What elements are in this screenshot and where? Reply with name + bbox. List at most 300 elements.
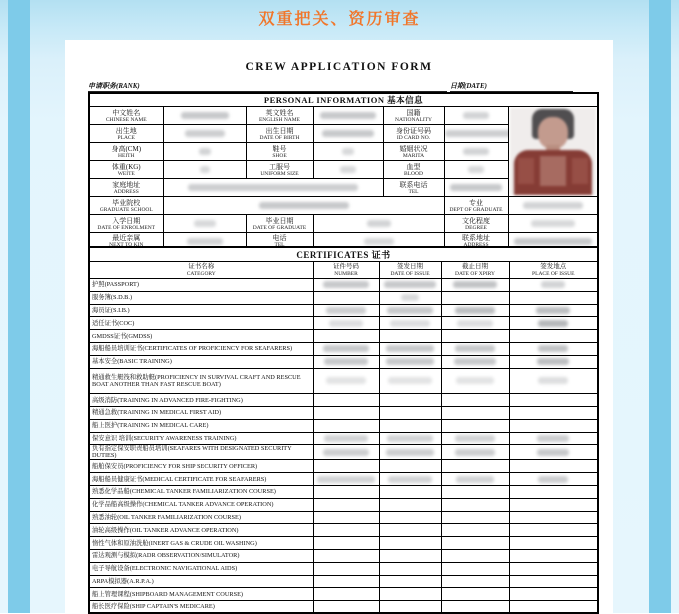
certificate-row — [89, 511, 598, 524]
certificate-value-cell — [441, 330, 509, 343]
certificate-row — [89, 419, 598, 432]
certificate-value-cell — [379, 445, 441, 460]
certificate-value-cell — [509, 330, 598, 343]
field-label-zh: 身高(CM) — [111, 144, 142, 153]
certificate-value-cell — [509, 419, 598, 432]
certificate-value-cell — [379, 549, 441, 562]
rank-field-underline — [88, 81, 447, 92]
field-label-en: UNIFORM SIZE — [260, 170, 299, 177]
certificate-value-cell — [441, 460, 509, 473]
field-label-zh: 出生地 — [115, 126, 137, 135]
field-label-en: ID CARD NO. — [396, 134, 431, 141]
certificate-value-cell — [313, 524, 379, 537]
certificate-value-cell — [441, 473, 509, 486]
certificate-row — [89, 342, 598, 355]
redacted-text — [537, 358, 569, 365]
column-header-zh: 截止日期 — [462, 262, 488, 270]
certificate-name: 熟悉化学品船(CHEMICAL TANKER FAMILIARIZATION COURSE) — [89, 485, 313, 498]
redacted-text — [326, 377, 366, 384]
certificate-value-cell — [509, 588, 598, 601]
certificate-value-cell — [509, 432, 598, 445]
redacted-text — [367, 220, 391, 227]
field-label — [89, 197, 163, 215]
field-label-zh: 英文姓名 — [265, 108, 294, 117]
certificate-name: 负有指定保安职责船员培训(SEAFARES WITH DESIGNATED SECURITY DUTIES) — [89, 445, 313, 460]
personal-info-row — [89, 215, 598, 233]
certificate-name: 海员证(S.I.B.) — [89, 304, 313, 317]
certificate-value-cell — [509, 279, 598, 292]
field-value-redacted — [163, 143, 246, 161]
certificate-value-cell — [441, 588, 509, 601]
certificate-value-cell — [509, 575, 598, 588]
field-value-redacted — [444, 179, 508, 197]
certificate-value-cell — [379, 368, 441, 394]
certificate-value-cell — [379, 498, 441, 511]
certificate-row — [89, 460, 598, 473]
certificate-row — [89, 601, 598, 614]
field-label — [246, 143, 313, 161]
redacted-text — [187, 238, 223, 245]
field-label — [444, 215, 508, 233]
certificate-value-cell — [313, 445, 379, 460]
certificate-row — [89, 588, 598, 601]
certificate-value-cell — [509, 549, 598, 562]
redacted-text — [342, 148, 354, 155]
certificate-value-cell — [441, 445, 509, 460]
field-label-en: MARITA — [402, 152, 425, 159]
redacted-text — [455, 449, 495, 456]
column-header-zh: 证书名称 — [188, 262, 215, 270]
certificate-value-cell — [441, 394, 509, 407]
certificate-name: 船舶保安员(PROFICIENCY FOR SHIP SECURITY OFFICER) — [89, 460, 313, 473]
column-header-en: DATE OF ISSUE — [390, 270, 430, 277]
redacted-text — [386, 358, 434, 365]
field-value-redacted — [163, 107, 246, 125]
redacted-text — [523, 202, 583, 209]
redacted-text — [188, 184, 358, 191]
certificate-value-cell — [379, 485, 441, 498]
certificate-value-cell — [441, 432, 509, 445]
certificate-value-cell — [509, 445, 598, 460]
certificate-name: 化学品船高级操作(CHEMICAL TANKER ADVANCE OPERATION) — [89, 498, 313, 511]
certificate-value-cell — [441, 368, 509, 394]
redacted-text — [455, 345, 495, 352]
redacted-text — [388, 476, 432, 483]
redacted-text — [386, 345, 434, 352]
redacted-text — [322, 130, 374, 137]
field-label-en: NATIONALITY — [395, 116, 432, 123]
field-label — [246, 161, 313, 179]
banner-title: 双重把关、资历审查 — [258, 11, 421, 28]
certificate-value-cell — [379, 342, 441, 355]
certificate-name: 保安意识 培训(SECURITY AWARENESS TRAINING) — [89, 432, 313, 445]
field-label — [246, 107, 313, 125]
certificate-value-cell — [379, 524, 441, 537]
certificate-name: 船上医护(TRAINING IN MEDICAL CARE) — [89, 419, 313, 432]
certificate-value-cell — [379, 473, 441, 486]
certificate-value-cell — [313, 575, 379, 588]
field-value-redacted — [508, 215, 598, 233]
personal-section-title: PERSONAL INFORMATION 基本信息 — [89, 93, 598, 107]
certificate-value-cell — [509, 460, 598, 473]
field-label — [89, 179, 163, 197]
column-header-en: DATE OF XPIRY — [454, 270, 496, 277]
certificate-value-cell — [509, 394, 598, 407]
redacted-text — [185, 130, 225, 137]
certificate-value-cell — [509, 485, 598, 498]
field-label-zh: 身份证号码 — [396, 126, 431, 135]
certificate-row — [89, 537, 598, 550]
certificate-row — [89, 368, 598, 394]
field-label-en: ENGLISH NAME — [258, 116, 301, 123]
redacted-text — [324, 435, 368, 442]
certificate-name: 海船船员培训证书(CERTIFICATES OF PROFICIENCY FOR SEAFARERS) — [89, 342, 313, 355]
certificate-row — [89, 445, 598, 460]
applicant-photo-cell — [508, 107, 598, 197]
certificate-name: 护照(PASSPORT) — [89, 279, 313, 292]
certificate-row — [89, 304, 598, 317]
certificate-name: 海船船员健康证书(MEDICAL CERTIFICATE FOR SEAFARERS) — [89, 473, 313, 486]
certificate-row — [89, 432, 598, 445]
photo-shl — [518, 158, 534, 184]
redacted-text — [390, 320, 430, 327]
redacted-text — [538, 320, 568, 327]
certificate-name: 适任证书(COC) — [89, 317, 313, 330]
certificate-name: 船上管理课程(SHIPBOARD MANAGEMENT COURSE) — [89, 588, 313, 601]
certificate-value-cell — [509, 291, 598, 304]
field-label-zh: 血型 — [406, 162, 421, 171]
certificate-value-cell — [441, 511, 509, 524]
column-header-zh: 签发地点 — [540, 262, 567, 270]
certificate-name: 服务簿(S.D.B.) — [89, 291, 313, 304]
field-value-redacted — [313, 125, 383, 143]
field-label — [383, 125, 444, 143]
certificate-value-cell — [509, 562, 598, 575]
field-label-zh: 中文姓名 — [112, 108, 141, 117]
field-value-redacted — [313, 143, 383, 161]
column-header-en: PLACE OF ISSUE — [532, 270, 575, 277]
redacted-text — [194, 220, 216, 227]
field-label-en: GRADUATE SCHOOL — [99, 206, 153, 213]
redacted-text — [329, 320, 363, 327]
field-value-redacted — [444, 161, 508, 179]
certificate-value-cell — [441, 342, 509, 355]
certificate-value-cell — [441, 562, 509, 575]
certificates-column-header — [313, 262, 379, 279]
field-label-zh: 毕业日期 — [265, 216, 294, 225]
field-label — [89, 107, 163, 125]
certificate-value-cell — [379, 562, 441, 575]
left-margin-bar — [8, 0, 30, 613]
certificates-column-header-row — [89, 262, 598, 279]
certificate-value-cell — [313, 432, 379, 445]
redacted-text — [200, 166, 210, 173]
certificate-row — [89, 575, 598, 588]
certificate-value-cell — [313, 460, 379, 473]
certificate-value-cell — [441, 485, 509, 498]
field-label-en: ADDRESS — [113, 188, 139, 195]
column-header-en: CATEGORY — [186, 270, 216, 277]
certificates-column-header — [89, 262, 313, 279]
certificate-name: 精通急救(TRAINING IN MEDICAL FIRST AID) — [89, 406, 313, 419]
field-label — [383, 107, 444, 125]
redacted-text — [541, 281, 565, 288]
redacted-text — [401, 294, 419, 301]
field-value-redacted — [163, 161, 246, 179]
redacted-text — [364, 238, 394, 245]
field-label — [246, 125, 313, 143]
field-label-en: DATE OF ENROLMENT — [97, 224, 156, 231]
field-label-en: DEPT OF GRADUATE — [449, 206, 503, 213]
date-label: 日期(DATE) — [450, 82, 487, 90]
certificate-value-cell — [313, 601, 379, 614]
column-header-en: NUMBER — [334, 270, 358, 277]
certificate-value-cell — [441, 279, 509, 292]
certificate-value-cell — [509, 511, 598, 524]
field-label — [444, 197, 508, 215]
field-label-en: PLACE — [117, 134, 135, 141]
certificate-value-cell — [379, 304, 441, 317]
certificate-value-cell — [509, 355, 598, 368]
redacted-text — [388, 377, 432, 384]
certificate-name: GMDSS证书(GMDSS) — [89, 330, 313, 343]
rank-date-line — [88, 81, 597, 92]
certificate-value-cell — [313, 473, 379, 486]
certificate-value-cell — [441, 537, 509, 550]
field-label — [89, 161, 163, 179]
form-title: CREW APPLICATION FORM — [245, 61, 433, 73]
redacted-text — [455, 307, 495, 314]
field-label-zh: 工服号 — [269, 162, 290, 171]
certificate-value-cell — [379, 511, 441, 524]
certificate-value-cell — [441, 355, 509, 368]
photo-chest — [540, 156, 566, 186]
certificates-column-header — [379, 262, 441, 279]
field-label — [246, 215, 313, 233]
certificates-section-header-row — [89, 247, 598, 262]
certificate-value-cell — [379, 419, 441, 432]
personal-info-row — [89, 197, 598, 215]
field-label-zh: 联系地址 — [462, 234, 490, 243]
certificate-value-cell — [509, 473, 598, 486]
certificate-value-cell — [441, 601, 509, 614]
right-margin-bar — [649, 0, 671, 613]
certificate-value-cell — [379, 355, 441, 368]
personal-section-header-row — [89, 93, 598, 107]
field-value-redacted — [163, 215, 246, 233]
certificate-name: 油轮高级操作(OIL TANKER ADVANCE OPERATION) — [89, 524, 313, 537]
field-label-zh: 入学日期 — [112, 216, 141, 225]
certificate-value-cell — [441, 291, 509, 304]
certificate-value-cell — [313, 317, 379, 330]
certificate-value-cell — [509, 524, 598, 537]
certificate-value-cell — [509, 342, 598, 355]
redacted-text — [457, 320, 493, 327]
redacted-text — [445, 130, 509, 137]
redacted-text — [387, 435, 433, 442]
certificate-row — [89, 330, 598, 343]
certificate-value-cell — [313, 498, 379, 511]
field-label-zh: 体重(KG) — [111, 162, 141, 171]
redacted-text — [384, 281, 436, 288]
certificate-value-cell — [379, 279, 441, 292]
certificate-value-cell — [313, 562, 379, 575]
certificate-row — [89, 317, 598, 330]
certificate-value-cell — [379, 432, 441, 445]
field-label — [89, 125, 163, 143]
field-label-zh: 家庭地址 — [112, 180, 141, 189]
certificate-value-cell — [379, 317, 441, 330]
field-label — [383, 161, 444, 179]
certificate-value-cell — [313, 588, 379, 601]
certificate-value-cell — [441, 524, 509, 537]
field-value-redacted — [163, 197, 444, 215]
redacted-text — [323, 345, 369, 352]
redacted-text — [455, 435, 495, 442]
certificate-value-cell — [509, 498, 598, 511]
certificate-value-cell — [313, 394, 379, 407]
redacted-text — [463, 148, 489, 155]
certificate-value-cell — [379, 330, 441, 343]
certificate-value-cell — [313, 342, 379, 355]
certificate-value-cell — [441, 317, 509, 330]
redacted-text — [538, 377, 568, 384]
certificate-value-cell — [379, 601, 441, 614]
field-label-en: WEITE — [117, 170, 135, 177]
field-label-zh: 电话 — [272, 234, 287, 243]
certificate-name: 熟悉油轮(OIL TANKER FAMILIARIZATION COURSE) — [89, 511, 313, 524]
field-value-redacted — [313, 107, 383, 125]
redacted-text — [537, 449, 569, 456]
certificate-name: 惰性气体和原油洗舱(INERT GAS & CRUDE OIL WASHING) — [89, 537, 313, 550]
certificate-row — [89, 524, 598, 537]
field-value-redacted — [444, 143, 508, 161]
field-label-zh: 婚姻状况 — [399, 144, 428, 153]
certificate-value-cell — [313, 419, 379, 432]
field-label-en: CHINESE NAME — [105, 116, 147, 123]
certificate-value-cell — [313, 279, 379, 292]
rank-label: 申请职务(RANK) — [88, 82, 140, 90]
certificate-value-cell — [379, 460, 441, 473]
redacted-text — [340, 166, 356, 173]
field-label-en: BLOOD — [404, 170, 423, 177]
field-label-en: TEL — [408, 188, 419, 195]
field-label-zh: 出生日期 — [265, 126, 294, 135]
field-label — [383, 179, 444, 197]
certificate-value-cell — [313, 304, 379, 317]
certificate-value-cell — [441, 549, 509, 562]
certificate-row — [89, 406, 598, 419]
personal-info-row — [89, 107, 598, 125]
redacted-text — [181, 112, 229, 119]
field-label-en: DEGREE — [465, 224, 487, 231]
certificates-section-title: CERTIFICATES 证书 — [89, 247, 598, 262]
redacted-text — [538, 345, 568, 352]
redacted-text — [326, 307, 366, 314]
certificate-value-cell — [379, 394, 441, 407]
field-label — [89, 143, 163, 161]
certificate-value-cell — [441, 498, 509, 511]
certificate-value-cell — [509, 537, 598, 550]
certificate-row — [89, 562, 598, 575]
certificate-value-cell — [313, 549, 379, 562]
field-value-redacted — [313, 215, 444, 233]
certificate-name: 基本安全(BASIC TRAINING) — [89, 355, 313, 368]
field-label-en: HEITH — [118, 152, 135, 159]
certificate-value-cell — [313, 355, 379, 368]
field-value-redacted — [313, 161, 383, 179]
certificate-row — [89, 549, 598, 562]
certificate-value-cell — [313, 368, 379, 394]
certificate-value-cell — [313, 537, 379, 550]
column-header-zh: 证件号码 — [333, 262, 359, 270]
certificate-name: 船长医疗保险(SHIP CAPTAIN'S MEDICARE) — [89, 601, 313, 614]
certificate-name: 电子导航设备(ELECTRONIC NAVIGATIONAL AIDS) — [89, 562, 313, 575]
certificate-row — [89, 473, 598, 486]
field-label — [383, 143, 444, 161]
redacted-text — [323, 281, 369, 288]
field-label-en: DATE OF BIRTH — [259, 134, 300, 141]
redacted-text — [463, 112, 489, 119]
certificate-value-cell — [509, 368, 598, 394]
field-value-redacted — [444, 125, 508, 143]
certificate-value-cell — [441, 406, 509, 419]
field-label-zh: 专业 — [469, 198, 483, 207]
redacted-text — [317, 476, 375, 483]
field-value-redacted — [508, 197, 598, 215]
personal-info-table — [88, 92, 599, 252]
redacted-text — [450, 184, 502, 191]
field-value-redacted — [163, 179, 383, 197]
certificate-value-cell — [379, 537, 441, 550]
date-field-underline — [450, 81, 573, 92]
certificates-column-header — [509, 262, 598, 279]
certificate-value-cell — [509, 317, 598, 330]
certificate-value-cell — [441, 304, 509, 317]
certificate-row — [89, 394, 598, 407]
field-label-en: SHOE — [272, 152, 287, 159]
certificate-value-cell — [379, 575, 441, 588]
certificate-name: 雷达观测与模拟(RADR OBSERVATION/SIMULATOR) — [89, 549, 313, 562]
certificate-row — [89, 498, 598, 511]
certificate-row — [89, 355, 598, 368]
field-label-zh: 鞋号 — [272, 144, 287, 153]
redacted-text — [454, 358, 496, 365]
certificate-value-cell — [313, 485, 379, 498]
redacted-text — [456, 476, 494, 483]
field-label — [89, 215, 163, 233]
certificate-value-cell — [313, 330, 379, 343]
certificates-table — [88, 246, 599, 614]
certificate-row — [89, 279, 598, 292]
applicant-photo — [510, 108, 596, 195]
certificate-value-cell — [441, 419, 509, 432]
certificate-value-cell — [509, 406, 598, 419]
redacted-text — [531, 220, 575, 227]
certificate-value-cell — [313, 406, 379, 419]
field-label-en: DATE OF GRADUATE — [252, 224, 307, 231]
certificate-name: ARPA模拟器(A.R.P.A.) — [89, 575, 313, 588]
redacted-text — [324, 358, 368, 365]
redacted-text — [537, 435, 569, 442]
certificate-value-cell — [313, 291, 379, 304]
field-value-redacted — [163, 125, 246, 143]
certificate-value-cell — [379, 291, 441, 304]
certificate-row — [89, 485, 598, 498]
redacted-text — [386, 449, 434, 456]
certificate-value-cell — [379, 406, 441, 419]
redacted-text — [538, 476, 568, 483]
